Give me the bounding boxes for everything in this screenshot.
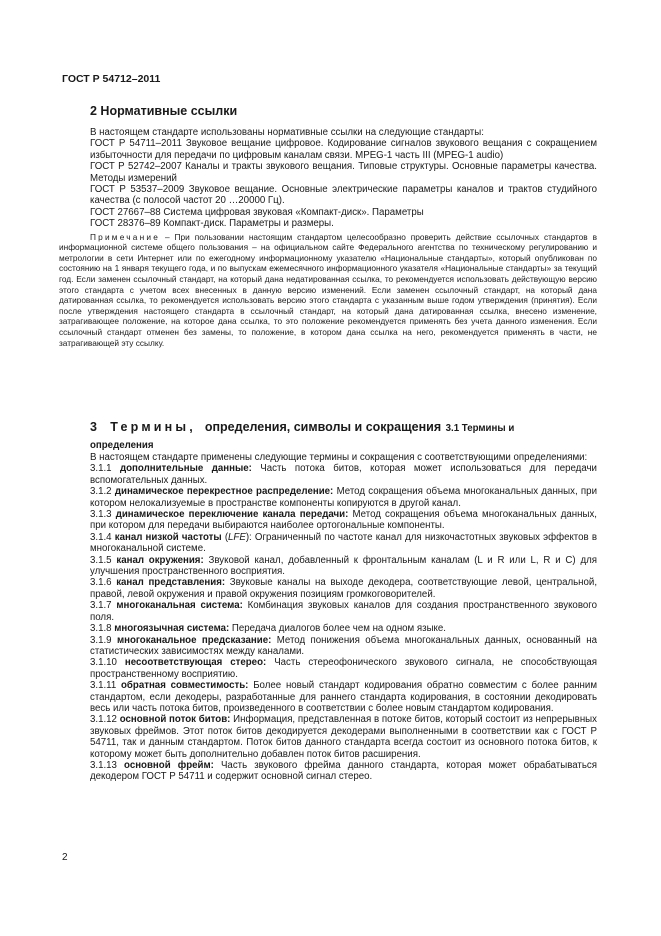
term-entry: 3.1.4 канал низкой частоты (LFE): Ограниченный по частоте канал для низкочастотных звуковых эффектов в многоканальной системе.: [90, 531, 597, 555]
term-entry: 3.1.1 дополнительные данные: Часть потока битов, которая может использоваться для передачи вспомогательных данных.: [90, 463, 597, 486]
term-name: основной фрейм:: [124, 759, 214, 771]
term-name: многоканальная система:: [116, 600, 243, 612]
ref-item: ГОСТ 27667–88 Система цифровая звуковая «Компакт-диск». Параметры: [90, 206, 424, 218]
section-3-heading: [90, 418, 597, 451]
section-2-intro: В настоящем стандарте использованы нормативные ссылки на следующие стандарты:: [90, 127, 484, 138]
term-entry: 3.1.8 многоязычная система: Передача диалогов более чем на одном языке.: [90, 623, 446, 635]
note-text: – При пользовании настоящим стандартом целесообразно проверить действие ссылочных стандартов в информационной системе общего пользования – на официальном сайте Федерального агентства по техническому регулированию и метрологии в сети Интернет или по ежегодному информационному указателю «Национальные стандарты», который опубликован по состоянию на 1 января текущего года, и по выпускам ежемесячного информационного указателя «Национальные стандарты» за текущий год. Если заменен ссылочный стандарт, на который дана недатированная ссылка, то рекомендуется использовать действующую версию этого стандарта с учетом всех внесенных в данную версию изменений. Если заменен ссылочный стандарт, на который дана датированная ссылка, то рекомендуется использовать версию этого стандарта с указанным выше годом утверждения (принятия). Если после утверждения настоящего стандарта в ссылочный стандарт, на который дана датированная ссылка, внесено изменение, затрагивающее положение, на которое дана ссылка, то это положение рекомендуется применять без учета данного изменения. Если ссылочный стандарт отменен без замены, то положение, в котором дана ссылка на него, рекомендуется применять в части, не затрагивающей эту ссылку.: [59, 231, 597, 348]
term-name: многоканальное предсказание:: [116, 634, 272, 646]
section-3-number: 3: [90, 420, 97, 434]
section-3-title: определения, символы и сокращения: [204, 420, 442, 434]
ref-item: ГОСТ 28376–89 Компакт-диск. Параметры и размеры.: [90, 218, 334, 230]
ref-item: ГОСТ Р 53537–2009 Звуковое вещание. Основные электрические параметры каналов и трактов студийного качества (с полосой частот 20 …20000 Гц).: [90, 184, 597, 207]
section-2-title: 2 Нормативные ссылки: [90, 104, 238, 118]
term-name: многоязычная система:: [114, 623, 230, 635]
section-3-title-spaced: Термины,: [110, 420, 196, 434]
term-name: канал представления:: [116, 577, 226, 589]
term-name: динамическое переключение канала передачи:: [115, 509, 349, 521]
term-entry: 3.1.2 динамическое перекрестное распределение: Метод сокращения объема многоканальных данных, при котором нелокализуемые в пространстве компоненты копируются в другой канал.: [90, 486, 597, 509]
ref-item: ГОСТ Р 54711–2011 Звуковое вещание цифровое. Кодирование сигналов звукового вещания с сокращением избыточности для передачи по цифровым каналам связи. MPEG-1 часть III (MPEG-1 audio): [90, 138, 597, 161]
term-entry: 3.1.10 несоответствующая стерео: Часть стереофонического звукового сигнала, не способствующая пространственному восприятию.: [90, 657, 597, 680]
note-block: [59, 232, 597, 349]
term-name: канал низкой частоты: [114, 531, 222, 543]
term-name: обратная совместимость:: [121, 680, 249, 692]
term-name: динамическое перекрестное распределение:: [114, 486, 334, 498]
section-2-body: [59, 127, 597, 348]
term-name: дополнительные данные:: [119, 463, 252, 475]
subsection-3-1-title: 3.1 Термины и: [445, 423, 515, 434]
term-entry: 3.1.5 канал окружения: Звуковой канал, добавленный к фронтальным каналам (L и R или L, R и C) для улучшения пространственного восприятия.: [90, 554, 597, 578]
term-name: основной поток битов:: [119, 714, 231, 726]
section-3-body: [90, 452, 597, 783]
term-entry: 3.1.3 динамическое переключение канала передачи: Метод сокращения объема многоканальных данных, при котором для передачи выбираются наиболее ортогональные компоненты.: [90, 509, 597, 532]
term-entry: 3.1.9 многоканальное предсказание: Метод понижения объема многоканальных данных, основанный на статистических зависимостях между каналами.: [90, 634, 597, 657]
term-name: канал окружения:: [116, 554, 204, 566]
subsection-3-1-title-cont: определения: [90, 440, 154, 451]
section-3-intro: В настоящем стандарте применены следующие термины и сокращения с соответствующими определениями:: [90, 452, 588, 463]
note-label: Примечание: [90, 231, 161, 242]
term-entry: 3.1.7 многоканальная система: Комбинация звуковых каналов для создания пространственного звукового поля.: [90, 600, 597, 623]
term-name: несоответствующая стерео:: [124, 657, 267, 669]
document-header: ГОСТ Р 54712–2011: [62, 73, 161, 85]
page-number: 2: [62, 852, 68, 863]
ref-item: ГОСТ Р 52742–2007 Каналы и тракты звукового вещания. Типовые структуры. Основные параметры качества. Методы измерений: [90, 161, 597, 184]
term-entry: 3.1.6 канал представления: Звуковые каналы на выходе декодера, соответствующие левой, центральной, правой, левой окружения и правой окружения позициям громкоговорителей.: [90, 577, 598, 600]
term-entry: 3.1.13 основной фрейм: Часть звукового фрейма данного стандарта, которая может обрабатываться декодером ГОСТ Р 54711 и содержит основной сигнал стерео.: [90, 759, 597, 783]
term-entry: 3.1.11 обратная совместимость: Более новый стандарт кодирования обратно совместим с более ранним стандартом, если декодеры, разработанные для раннего стандарта кодирования, в состоянии декодировать весь или часть потока битов, произведенного в соответствии с более новым стандартом кодирования.: [90, 680, 597, 714]
term-entry: 3.1.12 основной поток битов: Информация, представленная в потоке битов, который состоит из непрерывных звуковых фреймов. Этот поток битов декодируется декодерами выполненными в соответствии как с ГОСТ Р 54711, так и данным стандартом. Поток битов данного стандарта всегда состоит из основного потока битов, к которому может быть дополнительно добавлен поток битов расширения.: [90, 714, 597, 760]
